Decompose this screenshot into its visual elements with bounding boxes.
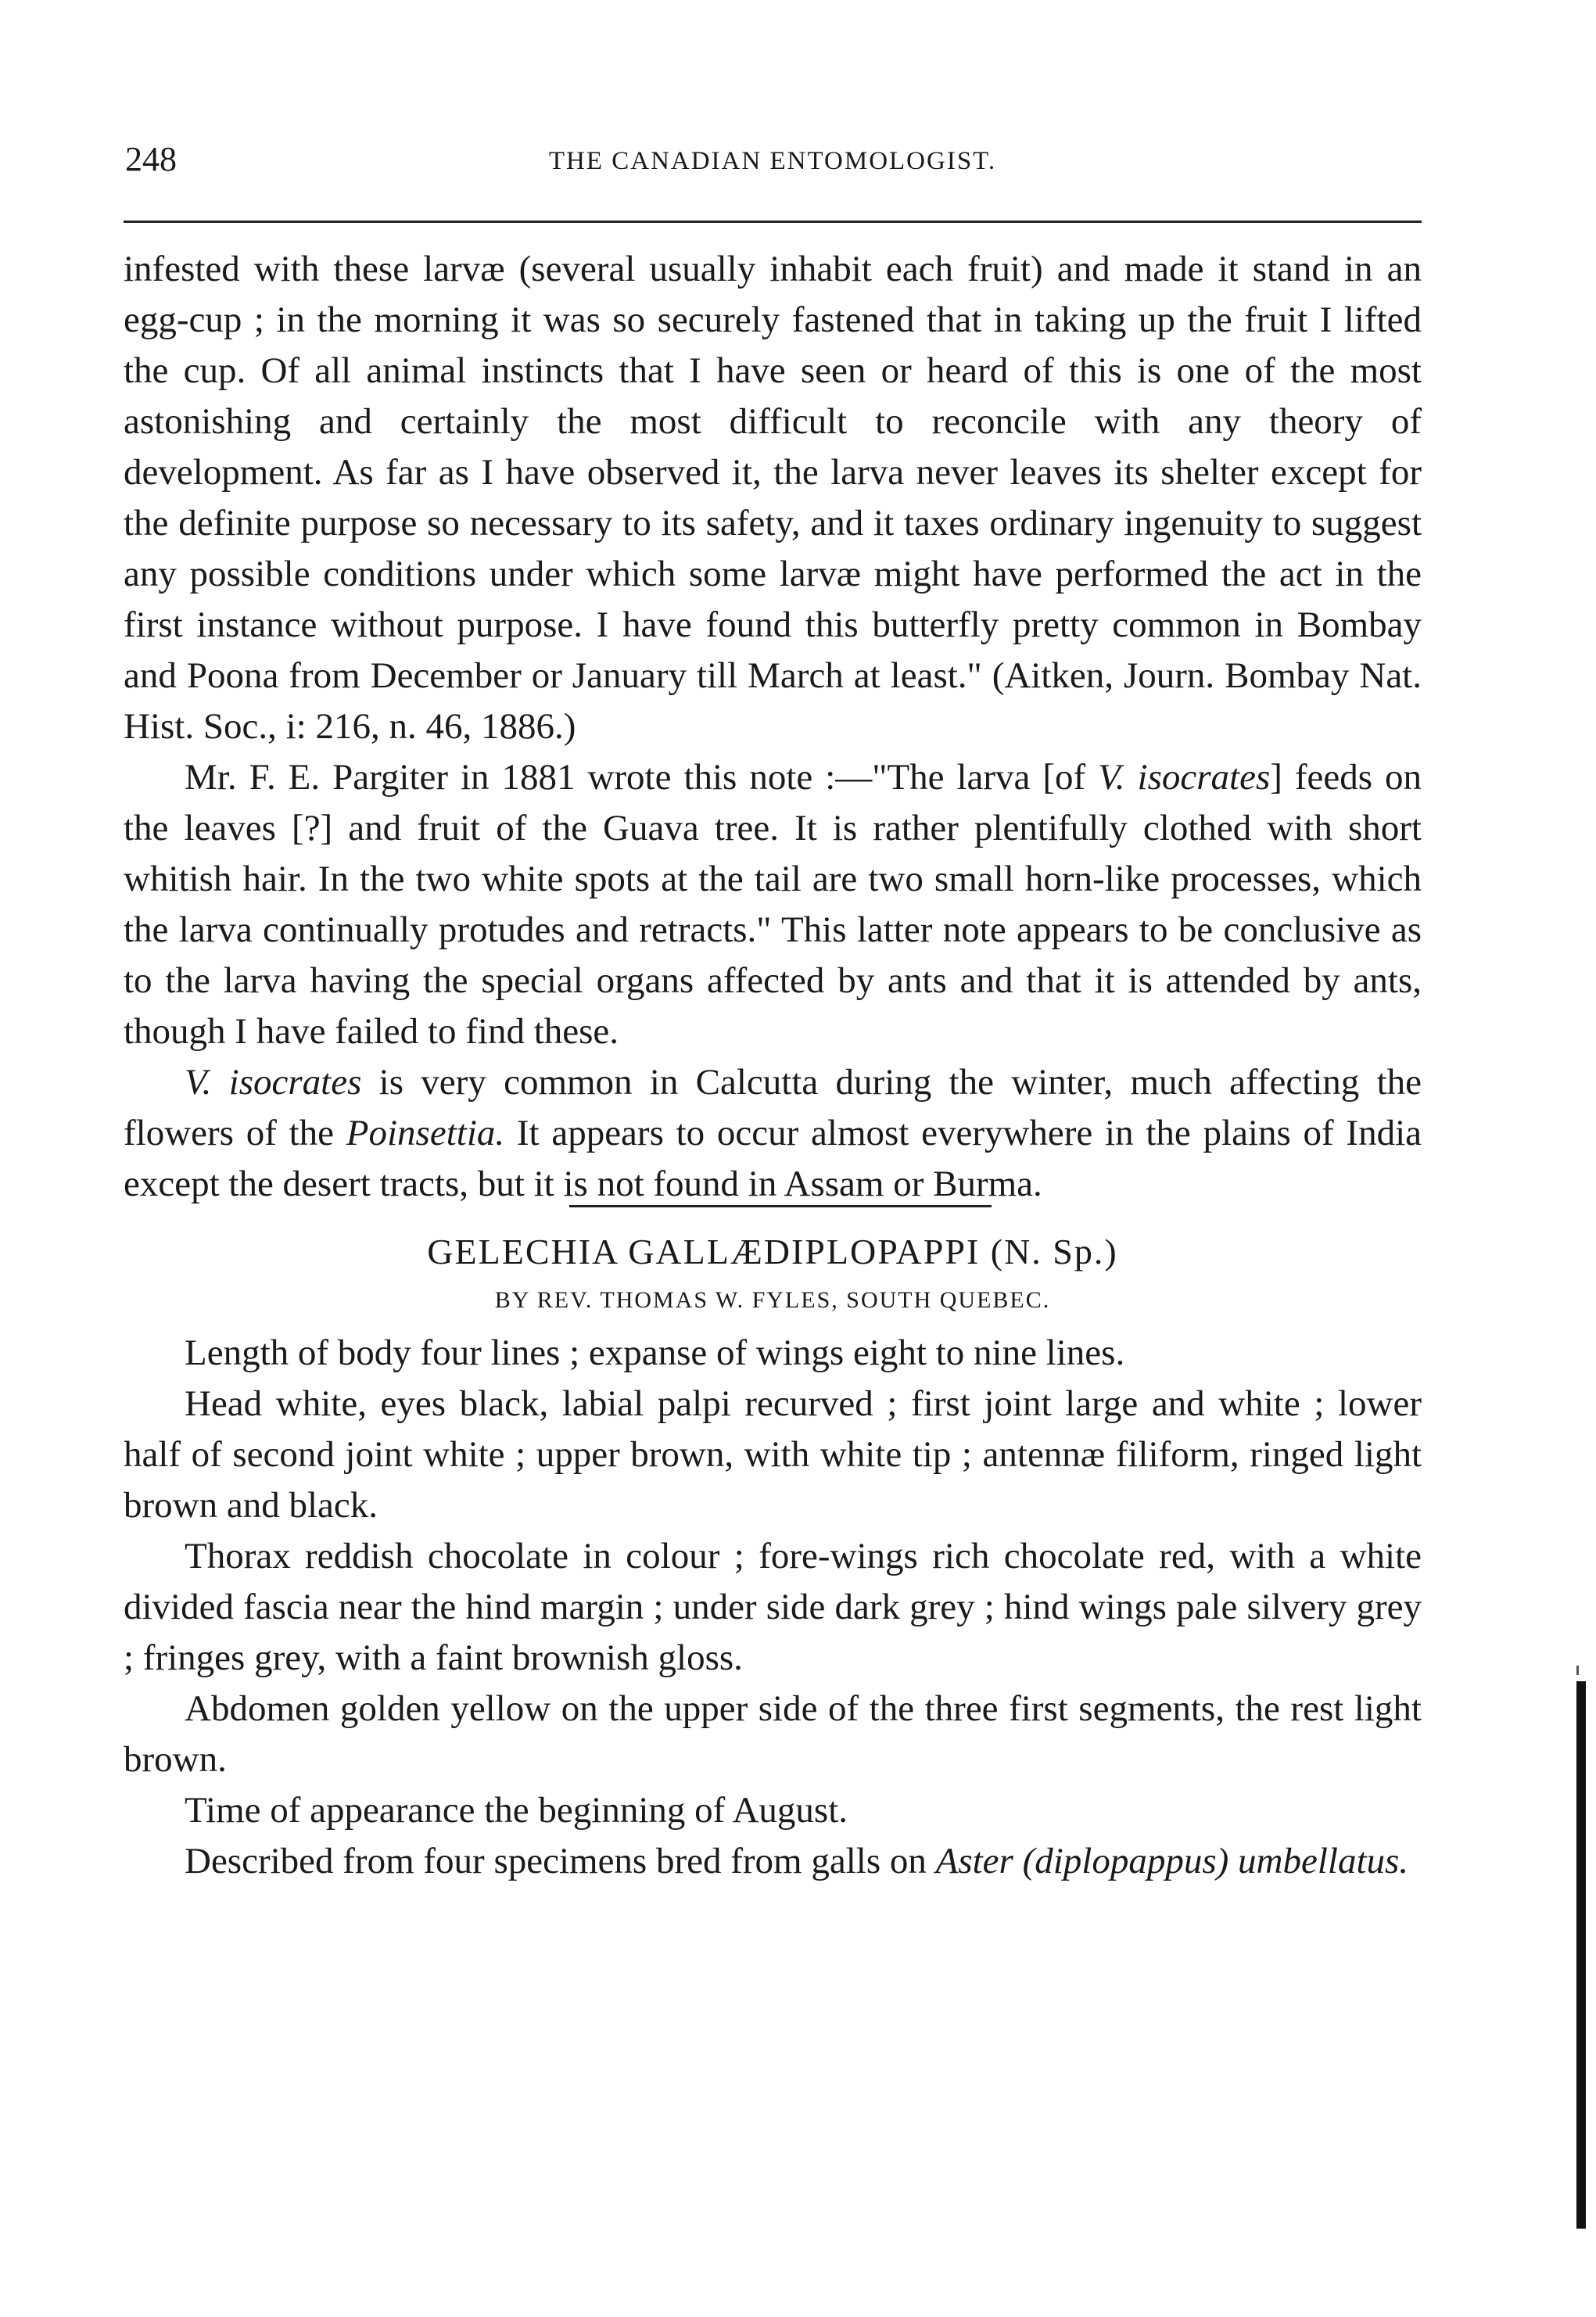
- page-body: [124, 244, 1422, 1887]
- continued-paragraph: infested with these larvæ (several usually inhabit each fruit) and made it stand in an egg-cup ; in the morning it was so securely fastened that in taking up the fruit I lifted the cup. Of all animal instincts that I have seen or heard of this is one of the most astonishing and certainly the most difficult to reconcile with any theory of development. As far as I have observed it, the larva never leaves its shelter except for the definite purpose so necessary to its safety, and it taxes ordinary ingenuity to suggest any possible conditions under which some larvæ might have performed the act in the first instance without purpose. I have found this butterfly pretty common in Bombay and Poona from December or January till March at least." (Aitken, Journ. Bombay Nat. Hist. Soc., i: 216, n. 46, 1886.): [124, 249, 1422, 747]
- pargiter-text-end: ] feeds on the leaves [?] and fruit of the Guava tree. It is rather plentifully clothed with short whitish hair. In the two white spots at the tail are two small horn-like processes, which the larva continually protudes and retracts." This latter note appears to be conclusive as to the larva having the special organs affected by ants and that it is attended by ants, though I have failed to find these.: [124, 757, 1422, 1052]
- description-paragraph-last: [124, 1836, 1422, 1887]
- isocrates-text: is very common in Calcutta during the winter, much affecting the flowers of the: [124, 1062, 1422, 1153]
- species-name-italic: V. isocrates: [185, 1062, 362, 1103]
- species-name-italic: V. isocrates: [1098, 757, 1271, 798]
- isocrates-text-end: It appears to occur almost everywhere in the plains of India except the desert tracts, but it is not found in Assam or Burma.: [124, 1113, 1422, 1204]
- pargiter-text-start: Mr. F. E. Pargiter in 1881 wrote this note :—"The larva [of: [185, 757, 1099, 798]
- isocrates-paragraph: [124, 1057, 1422, 1210]
- description-paragraph: Head white, eyes black, labial palpi recurved ; first joint large and white ; lower half of second joint white ; upper brown, with white tip ; antennæ filiform, ringed light brown and black.: [124, 1383, 1422, 1526]
- host-plant-italic: Aster (diplopappus) umbellatus.: [935, 1841, 1409, 1881]
- pargiter-paragraph: [124, 752, 1422, 1057]
- scan-margin-mark: [1576, 1666, 1579, 1675]
- header-rule: [124, 221, 1422, 223]
- journal-title: THE CANADIAN ENTOMOLOGIST.: [548, 147, 997, 175]
- scan-edge-bar: [1576, 1681, 1586, 2229]
- description-paragraph: Length of body four lines ; expanse of wings eight to nine lines.: [185, 1332, 1125, 1373]
- description-paragraph: Abdomen golden yellow on the upper side of the three first segments, the rest light brown.: [124, 1688, 1422, 1780]
- article-byline: BY REV. THOMAS W. FYLES, SOUTH QUEBEC.: [494, 1287, 1051, 1313]
- description-paragraph: Time of appearance the beginning of August.: [185, 1790, 848, 1831]
- description-paragraph: Thorax reddish chocolate in colour ; fore-wings rich chocolate red, with a white divided fascia near the hind margin ; under side dark grey ; hind wings pale silvery grey ; fringes grey, with a faint brownish gloss.: [124, 1536, 1422, 1678]
- page-number: 248: [125, 140, 177, 178]
- plant-name-italic: Poinsettia.: [346, 1113, 505, 1153]
- running-head: [124, 139, 1422, 186]
- description-text: Described from four specimens bred from galls on: [185, 1841, 936, 1881]
- article-title: GELECHIA GALLÆDIPLOPAPPI (N. Sp.): [427, 1232, 1118, 1271]
